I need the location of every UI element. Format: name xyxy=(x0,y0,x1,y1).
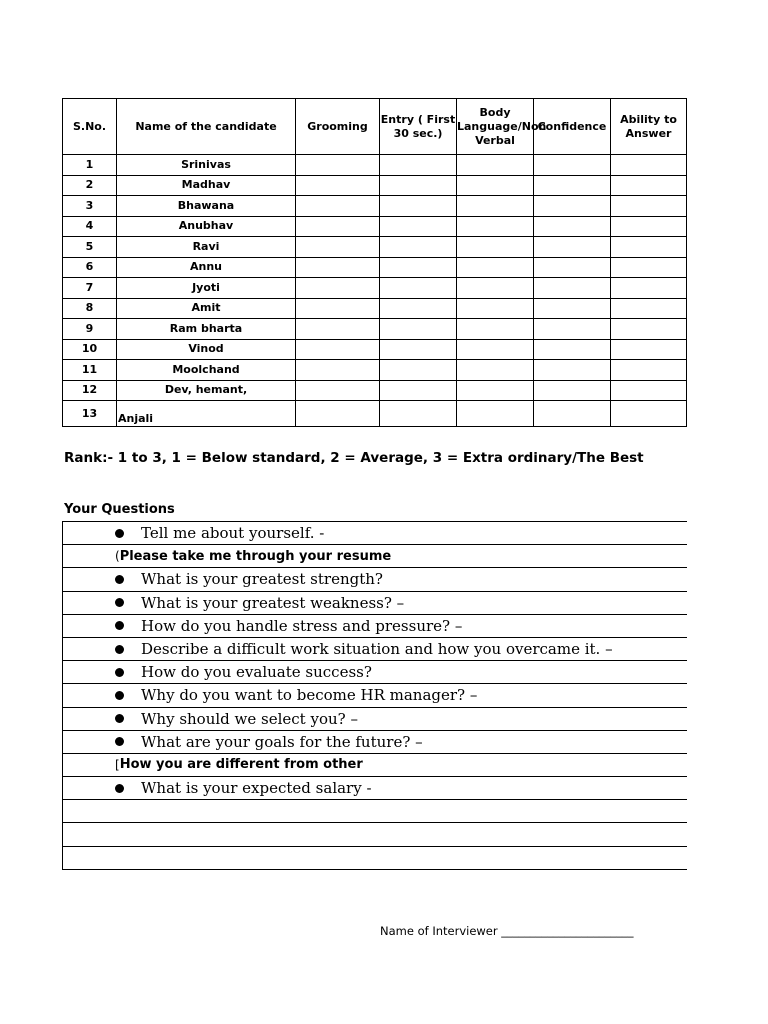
cell-rating[interactable] xyxy=(380,339,457,360)
table-row xyxy=(63,257,687,278)
cell-rating[interactable] xyxy=(380,380,457,401)
cell-rating[interactable] xyxy=(611,196,687,217)
cell-candidate-name: Dev, hemant, xyxy=(117,380,296,401)
cell-candidate-name: Ravi xyxy=(117,237,296,258)
table-row xyxy=(63,196,687,217)
question-row xyxy=(63,615,687,638)
cell-sno: 11 xyxy=(63,360,117,381)
cell-rating[interactable] xyxy=(457,155,534,176)
cell-candidate-name: Annu xyxy=(117,257,296,278)
cell-rating[interactable] xyxy=(611,155,687,176)
table-row xyxy=(63,319,687,340)
question-row xyxy=(63,522,687,545)
cell-rating[interactable] xyxy=(534,155,611,176)
interviewer-name-line: Name of Interviewer _______________________ xyxy=(380,924,634,938)
cell-rating[interactable] xyxy=(457,360,534,381)
header-candidate-name: Name of the candidate xyxy=(117,99,296,155)
question-row xyxy=(63,568,687,591)
cell-rating[interactable] xyxy=(611,237,687,258)
cell-rating[interactable] xyxy=(296,257,380,278)
bullet-icon xyxy=(115,645,124,654)
cell-rating[interactable] xyxy=(611,216,687,237)
question-row xyxy=(63,638,687,661)
cell-rating[interactable] xyxy=(611,175,687,196)
bullet-icon xyxy=(115,529,124,538)
cell-rating[interactable] xyxy=(611,298,687,319)
cell-candidate-name: Ram bharta xyxy=(117,319,296,340)
cell-rating[interactable] xyxy=(534,175,611,196)
cell-rating[interactable] xyxy=(457,175,534,196)
header-confidence: Confidence xyxy=(534,99,611,155)
cell-rating[interactable] xyxy=(380,196,457,217)
table-row xyxy=(63,360,687,381)
cell-rating[interactable] xyxy=(611,278,687,299)
bullet-icon xyxy=(115,668,124,677)
question-text: Describe a difficult work situation and how you overcame it. – xyxy=(141,640,613,659)
table-row xyxy=(63,278,687,299)
cell-candidate-name: Anubhav xyxy=(117,216,296,237)
cell-rating[interactable] xyxy=(534,216,611,237)
cell-rating[interactable] xyxy=(457,298,534,319)
question-text: What is your greatest strength? xyxy=(141,570,383,589)
cell-rating[interactable] xyxy=(296,380,380,401)
bullet-icon xyxy=(115,691,124,700)
cell-rating[interactable] xyxy=(611,401,687,427)
cell-sno: 1 xyxy=(63,155,117,176)
question-row xyxy=(63,731,687,754)
bullet-icon xyxy=(115,714,124,723)
candidate-rows xyxy=(63,155,687,427)
table-row xyxy=(63,155,687,176)
question-row xyxy=(63,847,687,870)
evaluation-table xyxy=(62,98,687,427)
question-text: What are your goals for the future? – xyxy=(141,732,423,751)
question-text: Why do you want to become HR manager? – xyxy=(141,686,478,705)
cell-rating[interactable] xyxy=(296,175,380,196)
cell-rating[interactable] xyxy=(296,298,380,319)
question-text: Tell me about yourself. - xyxy=(141,524,325,543)
cell-candidate-name: Bhawana xyxy=(117,196,296,217)
table-header-row xyxy=(63,99,687,155)
question-row xyxy=(63,661,687,684)
question-row xyxy=(63,823,687,846)
cell-rating[interactable] xyxy=(296,360,380,381)
question-text: What is your greatest weakness? – xyxy=(141,593,405,612)
questions-title: Your Questions xyxy=(64,502,175,517)
cell-rating[interactable] xyxy=(380,155,457,176)
bullet-icon xyxy=(115,621,124,630)
cell-rating[interactable] xyxy=(534,380,611,401)
question-row xyxy=(63,754,687,777)
cell-candidate-name: Jyoti xyxy=(117,278,296,299)
cell-rating[interactable] xyxy=(534,257,611,278)
cell-candidate-name: Vinod xyxy=(117,339,296,360)
cell-rating[interactable] xyxy=(457,237,534,258)
cell-candidate-name: Madhav xyxy=(117,175,296,196)
list-marker: [ xyxy=(115,757,120,772)
question-text: What is your expected salary - xyxy=(141,779,372,798)
cell-sno: 3 xyxy=(63,196,117,217)
question-row xyxy=(63,592,687,615)
header-sno: S.No. xyxy=(63,99,117,155)
cell-rating[interactable] xyxy=(534,401,611,427)
bullet-icon xyxy=(115,737,124,746)
cell-rating[interactable] xyxy=(534,360,611,381)
cell-rating[interactable] xyxy=(296,319,380,340)
cell-rating[interactable] xyxy=(380,319,457,340)
cell-rating[interactable] xyxy=(611,360,687,381)
table-row xyxy=(63,339,687,360)
cell-sno: 4 xyxy=(63,216,117,237)
cell-sno: 9 xyxy=(63,319,117,340)
cell-rating[interactable] xyxy=(457,319,534,340)
rank-legend: Rank:- 1 to 3, 1 = Below standard, 2 = Average, 3 = Extra ordinary/The Best xyxy=(64,450,644,466)
question-row xyxy=(63,684,687,707)
cell-rating[interactable] xyxy=(457,216,534,237)
cell-sno: 10 xyxy=(63,339,117,360)
cell-sno: 13 xyxy=(63,401,117,427)
header-grooming: Grooming xyxy=(296,99,380,155)
question-text: Please take me through your resume xyxy=(119,548,392,564)
cell-rating[interactable] xyxy=(380,298,457,319)
cell-rating[interactable] xyxy=(457,257,534,278)
bullet-icon xyxy=(115,784,124,793)
cell-candidate-name: Srinivas xyxy=(117,155,296,176)
cell-rating[interactable] xyxy=(296,155,380,176)
list-marker: ( xyxy=(115,549,120,564)
cell-rating[interactable] xyxy=(457,401,534,427)
question-row xyxy=(63,800,687,823)
cell-rating[interactable] xyxy=(534,278,611,299)
cell-sno: 8 xyxy=(63,298,117,319)
question-row xyxy=(63,708,687,731)
cell-rating[interactable] xyxy=(534,298,611,319)
cell-rating[interactable] xyxy=(457,380,534,401)
cell-rating[interactable] xyxy=(611,257,687,278)
cell-rating[interactable] xyxy=(457,339,534,360)
question-text: Why should we select you? – xyxy=(141,709,358,728)
question-text: How do you handle stress and pressure? – xyxy=(141,616,463,635)
question-row xyxy=(63,777,687,800)
cell-sno: 12 xyxy=(63,380,117,401)
table-row xyxy=(63,237,687,258)
table-row xyxy=(63,401,687,427)
header-entry: Entry ( First 30 sec.) xyxy=(380,99,457,155)
cell-candidate-name: Amit xyxy=(117,298,296,319)
cell-sno: 6 xyxy=(63,257,117,278)
cell-rating[interactable] xyxy=(380,257,457,278)
cell-rating[interactable] xyxy=(296,339,380,360)
table-row xyxy=(63,175,687,196)
cell-rating[interactable] xyxy=(611,319,687,340)
cell-rating[interactable] xyxy=(534,339,611,360)
cell-candidate-name: Moolchand xyxy=(117,360,296,381)
cell-rating[interactable] xyxy=(296,216,380,237)
cell-candidate-name: Anjali xyxy=(117,401,296,427)
cell-rating[interactable] xyxy=(534,319,611,340)
cell-rating[interactable] xyxy=(534,196,611,217)
header-body-language: Body Language/Non Verbal xyxy=(457,99,534,155)
cell-rating[interactable] xyxy=(296,278,380,299)
cell-rating[interactable] xyxy=(457,278,534,299)
cell-rating[interactable] xyxy=(296,196,380,217)
cell-rating[interactable] xyxy=(296,401,380,427)
cell-rating[interactable] xyxy=(534,237,611,258)
table-row xyxy=(63,298,687,319)
cell-rating[interactable] xyxy=(296,237,380,258)
table-row xyxy=(63,380,687,401)
bullet-icon xyxy=(115,598,124,607)
cell-rating[interactable] xyxy=(380,360,457,381)
cell-rating[interactable] xyxy=(380,237,457,258)
cell-rating[interactable] xyxy=(380,175,457,196)
cell-rating[interactable] xyxy=(380,216,457,237)
cell-rating[interactable] xyxy=(611,380,687,401)
cell-sno: 7 xyxy=(63,278,117,299)
table-row xyxy=(63,216,687,237)
question-text: How you are different from other xyxy=(119,757,363,773)
cell-rating[interactable] xyxy=(457,196,534,217)
question-row xyxy=(63,545,687,568)
question-text: How do you evaluate success? xyxy=(141,663,372,682)
question-list xyxy=(62,521,687,870)
bullet-icon xyxy=(115,575,124,584)
cell-sno: 5 xyxy=(63,237,117,258)
cell-rating[interactable] xyxy=(380,278,457,299)
header-ability-to-answer: Ability to Answer xyxy=(611,99,687,155)
cell-rating[interactable] xyxy=(380,401,457,427)
cell-sno: 2 xyxy=(63,175,117,196)
cell-rating[interactable] xyxy=(611,339,687,360)
